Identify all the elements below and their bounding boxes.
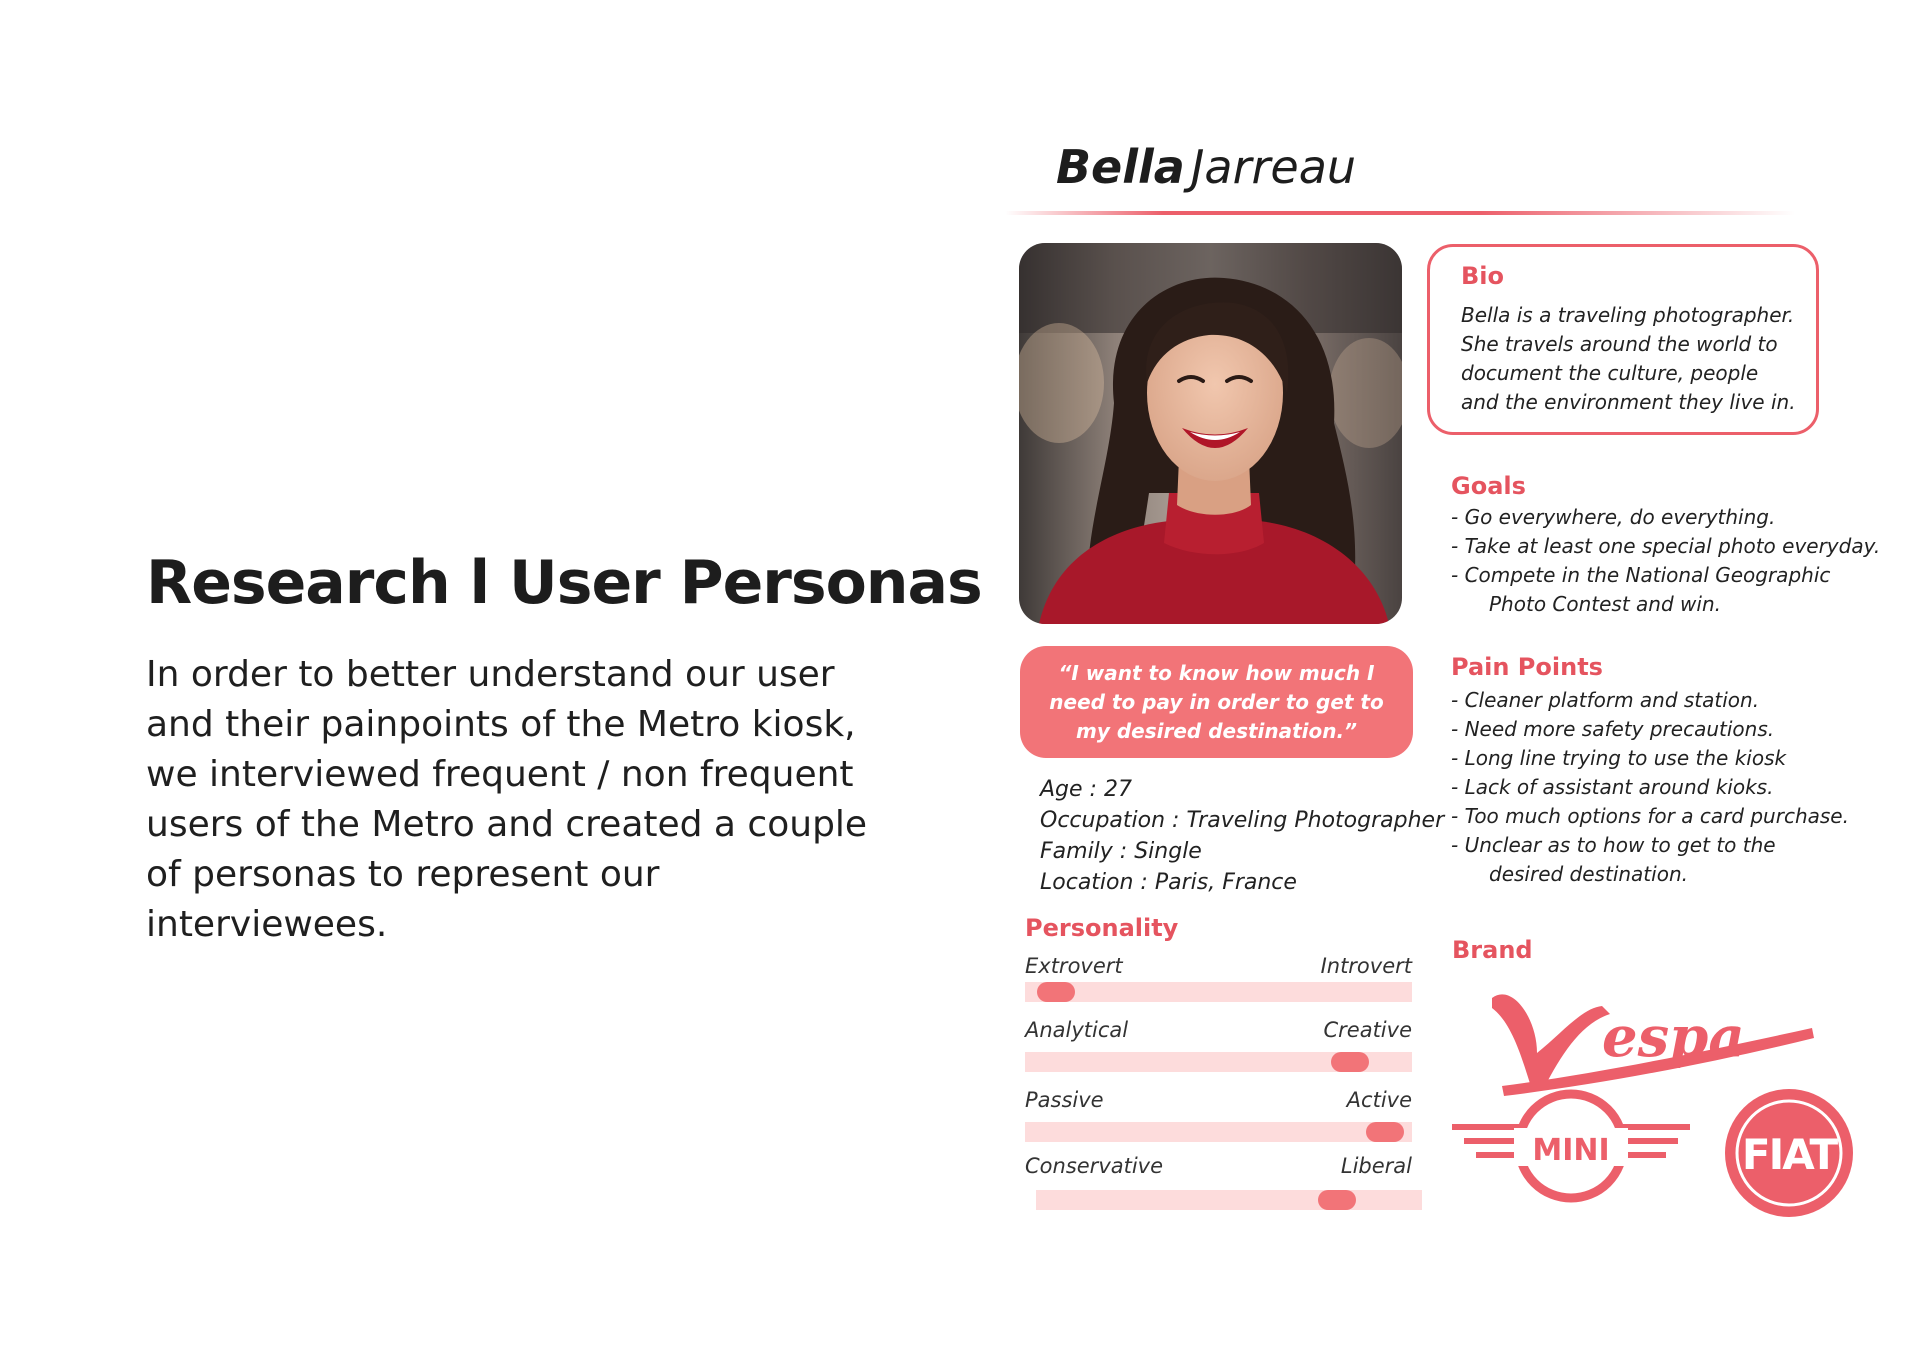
- intro-paragraph: In order to better understand our user and their painpoints of the Metro kiosk, we interviewed frequent / non frequent users of the Metro and created a couple of personas to represent our interviewees.: [146, 654, 868, 945]
- page-title: Research l User Personas: [146, 548, 982, 618]
- demographics-list: [1040, 774, 1444, 898]
- personality-title: Personality: [1025, 914, 1179, 942]
- demographic-location: Location : Paris, France: [1040, 870, 1297, 895]
- list-item: [1451, 744, 1849, 773]
- persona-last-name: Jarreau: [1190, 140, 1357, 194]
- goal-text: - Go everywhere, do everything.: [1451, 505, 1776, 529]
- list-item: [1451, 503, 1880, 532]
- slider-left-label: Analytical: [1025, 1018, 1129, 1042]
- goal-text-continued: Photo Contest and win.: [1489, 592, 1721, 616]
- name-underline: [1005, 211, 1795, 215]
- goal-text: - Compete in the National Geographic: [1451, 563, 1831, 587]
- goal-text: - Take at least one special photo everyday.: [1451, 534, 1881, 558]
- pain-points-list: [1451, 686, 1849, 889]
- personality-slider-track: [1036, 1190, 1422, 1210]
- pain-point-text: - Too much options for a card purchase.: [1451, 804, 1849, 828]
- goals-title: Goals: [1451, 472, 1526, 500]
- slider-thumb: [1331, 1052, 1369, 1072]
- list-item: [1451, 831, 1849, 889]
- bio-text: Bella is a traveling photographer. She travels around the world to document the culture, people and the environment they live in.: [1461, 303, 1796, 414]
- bio-title: Bio: [1461, 262, 1505, 290]
- pain-point-text: - Unclear as to how to get to the: [1451, 833, 1776, 857]
- portrait-illustration: [1019, 243, 1402, 624]
- slider-thumb: [1366, 1122, 1404, 1142]
- svg-text:FIAT: FIAT: [1741, 1130, 1837, 1179]
- slider-thumb: [1037, 982, 1075, 1002]
- svg-text:espa: espa: [1602, 1004, 1745, 1070]
- persona-name: [1056, 140, 1356, 194]
- list-item: [1451, 715, 1849, 744]
- list-item: [1451, 532, 1880, 561]
- slider-left-label: Passive: [1025, 1088, 1104, 1112]
- pain-points-title: Pain Points: [1451, 653, 1603, 681]
- slider-left-label: Conservative: [1025, 1154, 1164, 1178]
- list-item: [1451, 561, 1880, 619]
- persona-quote: “I want to know how much I need to pay in order to get to my desired destination.”: [1049, 660, 1384, 743]
- demographic-family: Family : Single: [1040, 839, 1202, 864]
- brand-title: Brand: [1452, 936, 1533, 964]
- svg-text:MINI: MINI: [1532, 1133, 1610, 1168]
- persona-quote-box: [1020, 646, 1413, 758]
- slider-right-label: Liberal: [1340, 1154, 1412, 1178]
- slider-right-label: Introvert: [1320, 954, 1412, 978]
- goals-list: [1451, 503, 1880, 619]
- slider-thumb: [1318, 1190, 1356, 1210]
- mini-logo: [1452, 1088, 1690, 1204]
- pain-point-text-continued: desired destination.: [1489, 862, 1688, 886]
- pain-point-text: - Cleaner platform and station.: [1451, 688, 1760, 712]
- personality-slider-track: [1025, 1122, 1412, 1142]
- persona-first-name: Bella: [1056, 140, 1185, 194]
- personality-slider-track: [1025, 982, 1412, 1002]
- slider-right-label: Active: [1346, 1088, 1412, 1112]
- demographic-age: Age : 27: [1040, 777, 1132, 802]
- vespa-logo: [1482, 978, 1822, 1098]
- list-item: [1451, 802, 1849, 831]
- list-item: [1451, 773, 1849, 802]
- personality-slider-track: [1025, 1052, 1412, 1072]
- demographic-occupation: Occupation : Traveling Photographer: [1040, 808, 1445, 833]
- pain-point-text: - Long line trying to use the kiosk: [1451, 746, 1787, 770]
- persona-photo: [1019, 243, 1402, 624]
- pain-point-text: - Lack of assistant around kioks.: [1451, 775, 1774, 799]
- slider-left-label: Extrovert: [1025, 954, 1123, 978]
- list-item: [1451, 686, 1849, 715]
- slider-right-label: Creative: [1323, 1018, 1412, 1042]
- pain-point-text: - Need more safety precautions.: [1451, 717, 1775, 741]
- fiat-logo: [1722, 1086, 1856, 1220]
